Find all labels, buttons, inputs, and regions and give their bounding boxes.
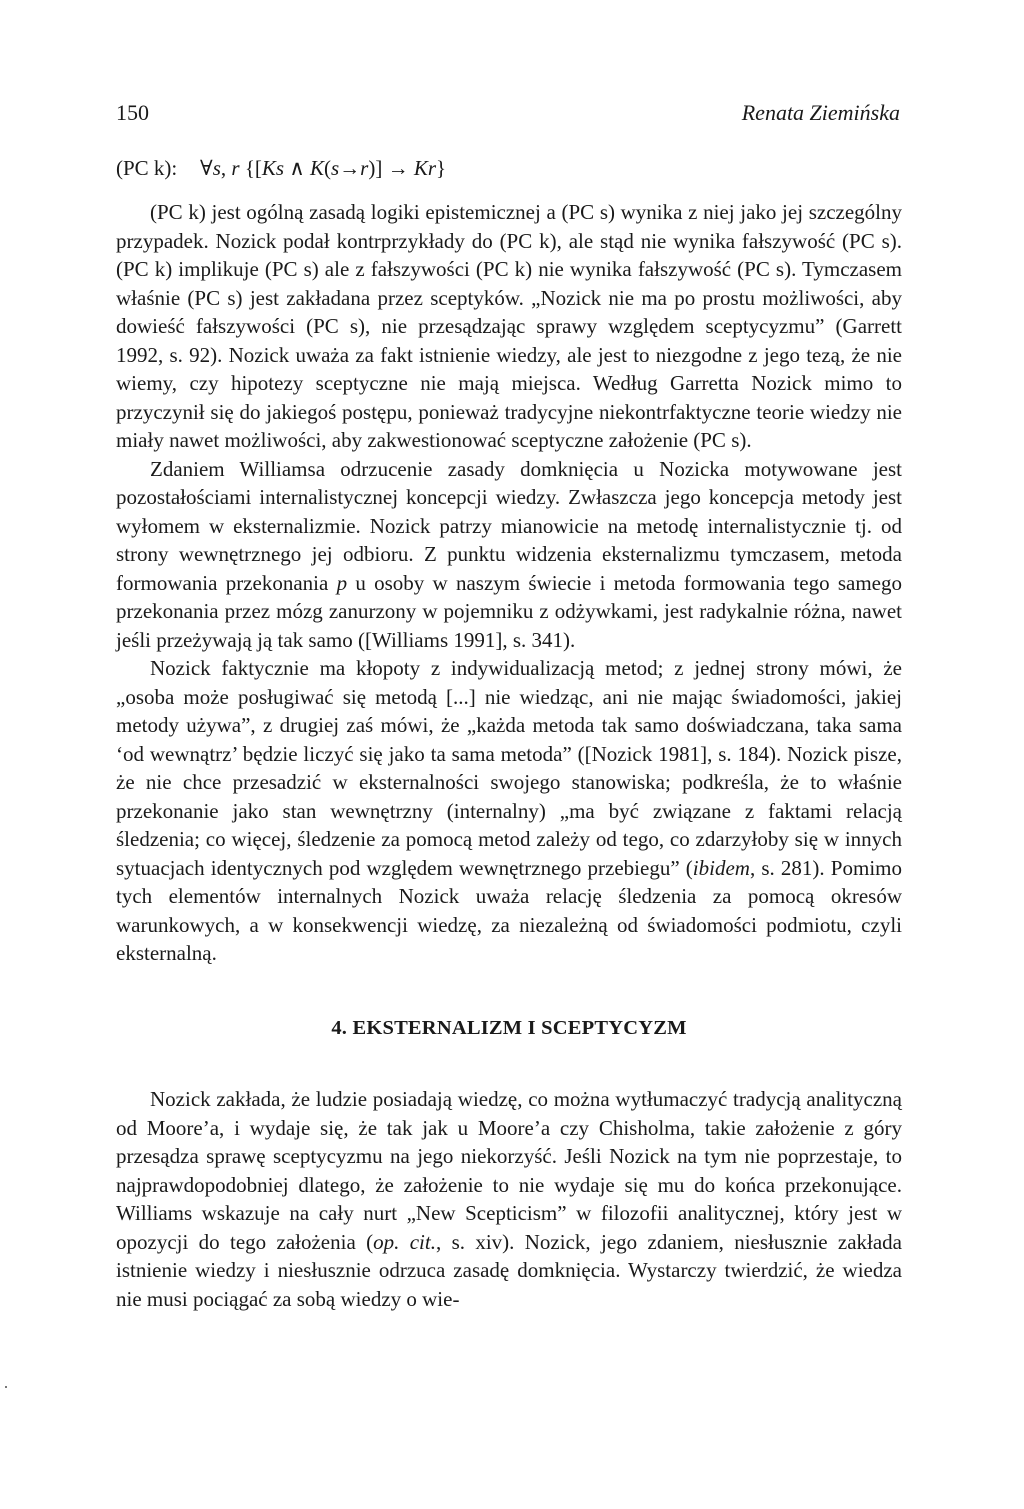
formula-ks: Ks xyxy=(261,156,285,180)
section-paragraph-italic-op-cit: op. cit. xyxy=(373,1229,436,1254)
body-text xyxy=(116,198,902,1313)
formula-end: } xyxy=(436,156,447,180)
scan-speck xyxy=(5,1386,7,1388)
paragraph-3 xyxy=(116,654,902,968)
formula-k: K xyxy=(309,156,324,180)
section-paragraph-1 xyxy=(116,1085,902,1313)
section-paragraph-part-2: , s. xiv). Nozick, jego zdaniem, niesłusznie zakłada istnienie wiedzy i niesłusznie odrzuca zasadę domknięcia. Wystarczy twierdzić, że wiedza nie musi pociągać za sobą wiedzy o wie- xyxy=(116,1229,902,1311)
formula-var-s: s xyxy=(212,156,221,180)
formula-comma: , xyxy=(220,156,232,180)
running-author: Renata Ziemińska xyxy=(741,100,900,125)
section-paragraph-part-1: Nozick zakłada, że ludzie posiadają wiedzę, co można wytłumaczyć tradycją analityczną od Moore’a, i wydaje się, że tak jak u Moore’a czy Chisholma, takie założenie z góry przesądza sprawę sceptycyzmu na jego niekorzyść. Jeśli Nozick na tym nie poprzestaje, to najprawdopodobniej dlatego, że założenie to nie wydaje się mu do końca przekonujące. Williams wskazuje na cały nurt „New Scepticism” w filozofii analitycznej, który jest w opozycji do tego założenia ( xyxy=(116,1087,902,1254)
formula-pc-k xyxy=(116,154,446,182)
section-heading: 4. EKSTERNALIZM I SCEPTYCYZM xyxy=(331,1016,687,1039)
paragraph-2-part-2: u osoby w naszym świecie i metoda formowania tego samego przekonania przez mózg zanurzony w pojemniku z odżywkami, jest radykalnie różna, nawet jeśli przeżywają ją tak samo ([Williams 1991], s. 341). xyxy=(116,570,902,652)
formula-var-r: r xyxy=(231,156,240,180)
formula-label: (PC k): xyxy=(116,156,178,180)
page-number: 150 xyxy=(116,100,149,125)
formula-open: {[ xyxy=(239,156,262,180)
formula-s-to-r: s→r xyxy=(330,156,369,180)
paragraph-2 xyxy=(116,455,902,655)
formula-kr: Kr xyxy=(413,156,437,180)
paragraph-1: (PC k) jest ogólną zasadą logiki epistemicznej a (PC s) wynika z niej jako jej szczególny przypadek. Nozick podał kontrprzykłady do (PC k), ale stąd nie wynika fałszywość (PC s). (PC k) implikuje (PC s) ale z fałszywości (PC k) nie wynika fałszywość (PC s). Tymczasem właśnie (PC s) jest zakładana przez sceptyków. „Nozick nie ma po prostu możliwości, aby dowieść fałszywości (PC s), nie przesądzając sprawy względem sceptycyzmu” (Garrett 1992, s. 92). Nozick uważa za fakt istnienie wiedzy, ale jest to niezgodne z jego tezą, że nie wiemy, czy hipotezy sceptyczne nie mają miejsca. Według Garretta Nozick mimo to przyczynił się do jakiegoś postępu, ponieważ tradycyjne niekontrfaktyczne teorie wiedzy nie miały nawet możliwości, aby zakwestionować sceptyczne założenie (PC s). xyxy=(116,200,902,452)
formula-and: ∧ xyxy=(284,156,310,180)
running-head xyxy=(116,99,900,127)
paragraph-2-italic-p: p xyxy=(336,570,348,595)
paragraph-3-italic-ibidem: ibidem xyxy=(692,855,750,880)
paragraph-2-part-1: Zdaniem Williamsa odrzucenie zasady domknięcia u Nozicka motywowane jest pozostałościami internalistycznej koncepcji wiedzy. Zwłaszcza jego koncepcja metody jest wyłomem w eksternalizmie. Nozick patrzy mianowicie na metodę internalistycznie tj. od strony wewnętrznego jej odbioru. Z punktu widzenia eksternalizmu tymczasem, metoda formowania przekonania xyxy=(116,456,902,595)
paragraph-3-part-2: , s. 281). Pomimo tych elementów internalnych Nozick uważa relację śledzenia za pomocą okresów warunkowych, a w konsekwencji wiedzę, za niezależną od świadomości podmiotu, czyli eksternalną. xyxy=(116,855,902,965)
formula-quantifier: ∀ xyxy=(200,156,213,180)
formula-close: )] → xyxy=(368,156,414,180)
formula-paren: ( xyxy=(323,156,331,180)
paragraph-3-part-1: Nozick faktycznie ma kłopoty z indywidualizacją metod; z jednej strony mówi, że „osoba może posługiwać się metodą [...] nie wiedząc, ani nie mając świadomości, jakiej metody używa”, z drugiej zaś mówi, że „każda metoda tak samo doświadczana, taka sama ‘od wewnątrz’ będzie liczyć się jako ta sama metoda” ([Nozick 1981], s. 184). Nozick pisze, że nie chce przesadzić w eksternalności swojego stanowiska; podkreśla, że to właśnie przekonanie jako stan wewnętrzny (internalny) „ma być związane z faktami relacją śledzenia; co więcej, śledzenie za pomocą metod zależy od tego, co zdarzyłoby się w innych sytuacjach identycznych pod względem wewnętrznego przebiegu” ( xyxy=(116,656,902,880)
